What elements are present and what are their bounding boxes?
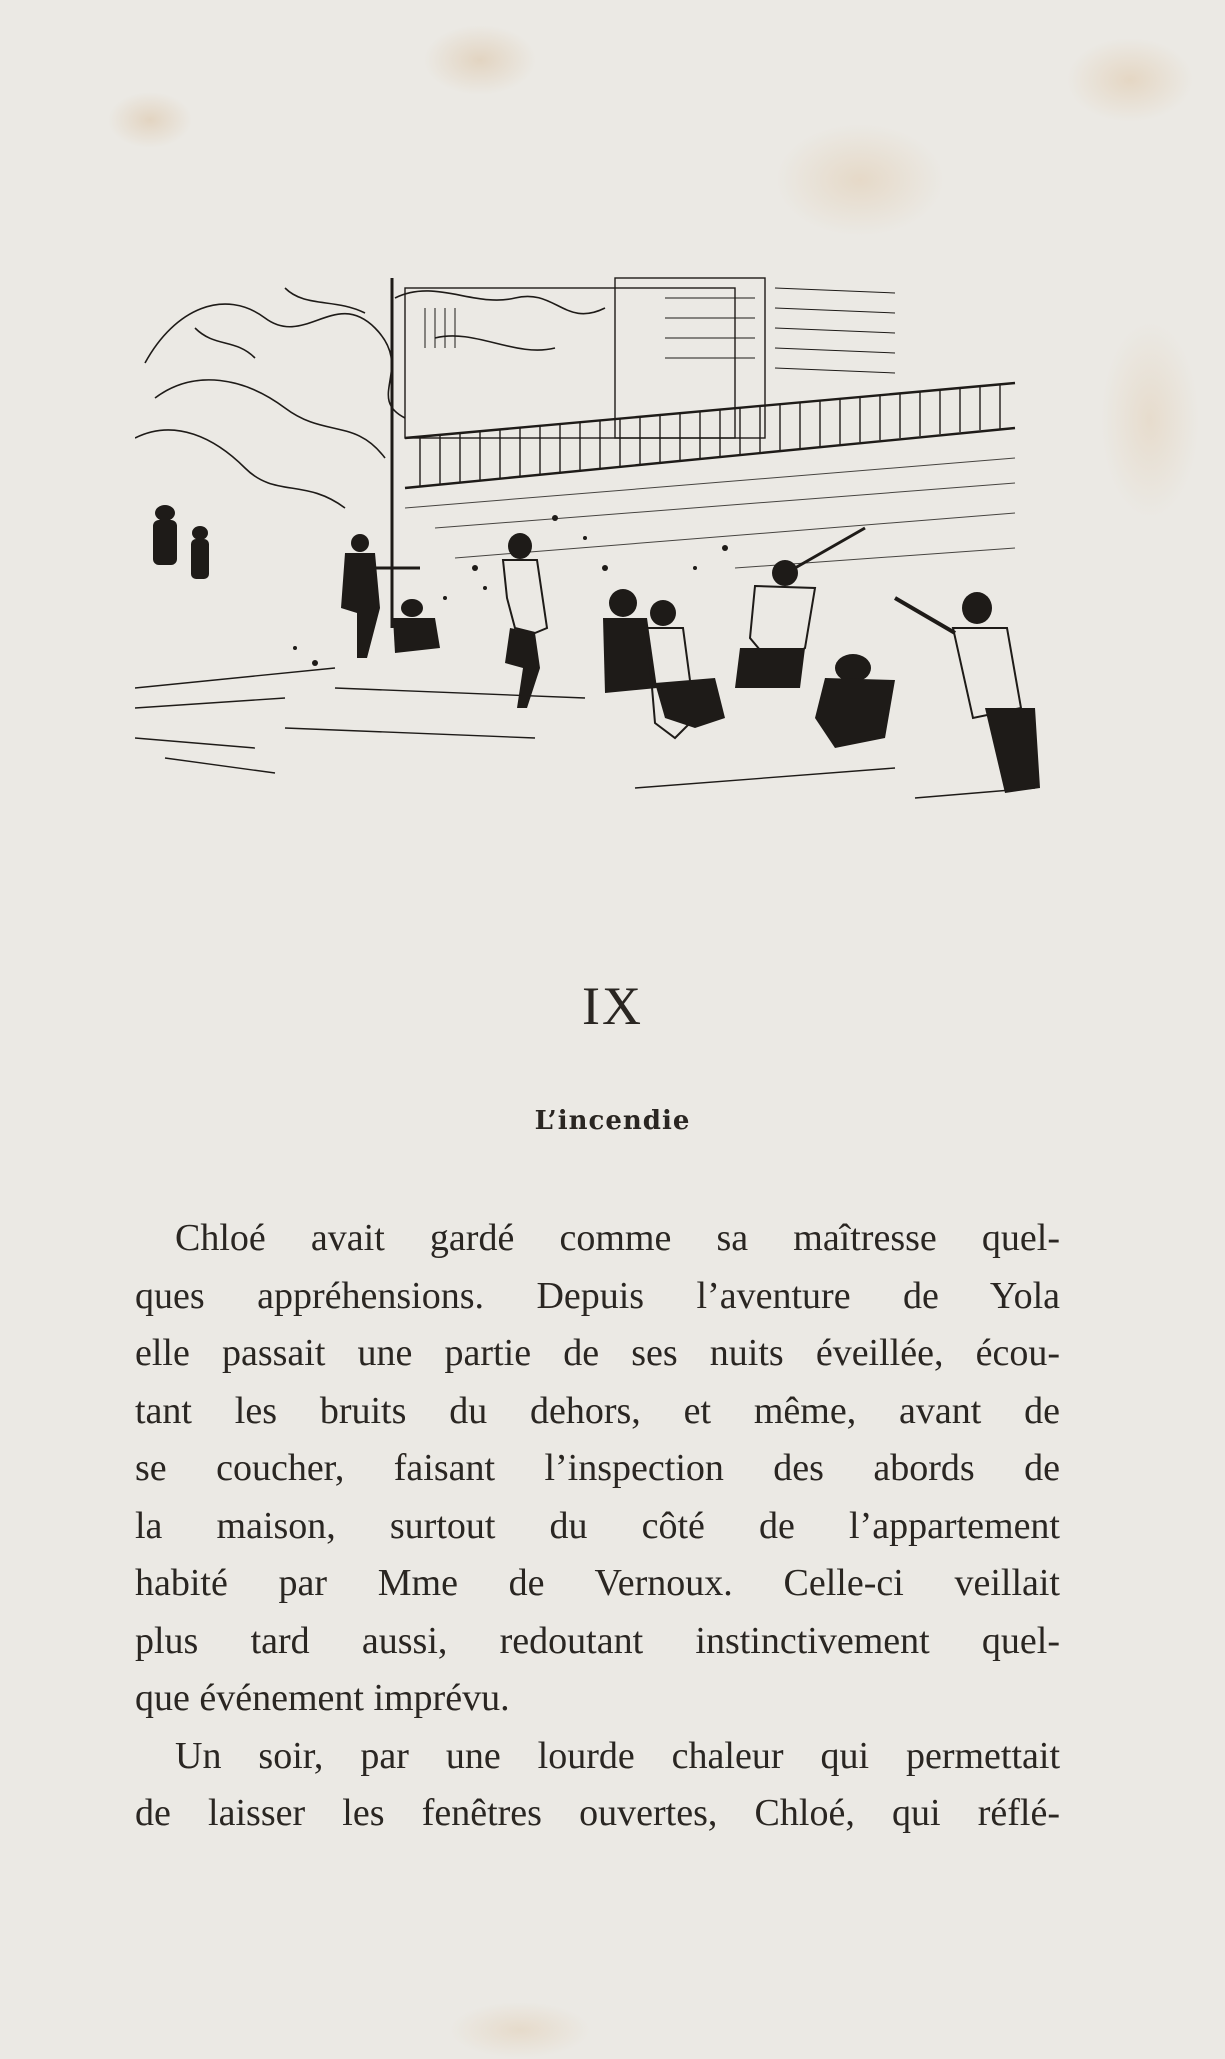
chapter-title: L’incendie — [534, 1106, 691, 1136]
text-line: se coucher, faisant l’inspection des abords de — [135, 1447, 1060, 1489]
text-line: ques appréhensions. Depuis l’aventure de Yola — [135, 1274, 1060, 1317]
chapter-number: IX — [582, 976, 643, 1036]
text-line: Un soir, par une lourde chaleur qui permettait — [175, 1734, 1060, 1777]
text-line: elle passait une partie de ses nuits éveillée, écou- — [135, 1332, 1060, 1374]
text-line: plus tard aussi, redoutant instinctivement quel- — [135, 1619, 1060, 1662]
text-line: habité par Mme de Vernoux. Celle-ci veillait — [135, 1562, 1060, 1604]
text-line: tant les bruits du dehors, et même, avant de — [135, 1389, 1060, 1432]
text-line: de laisser les fenêtres ouvertes, Chloé, qui réflé- — [135, 1792, 1060, 1834]
text-line: Chloé avait gardé comme sa maîtresse quel- — [175, 1217, 1060, 1259]
text-line: la maison, surtout du côté de l’appartement — [135, 1504, 1060, 1547]
chapter-body — [135, 1210, 1060, 1843]
text-line: que événement imprévu. — [135, 1677, 510, 1719]
engraving-fire-scene-icon — [135, 268, 1060, 828]
